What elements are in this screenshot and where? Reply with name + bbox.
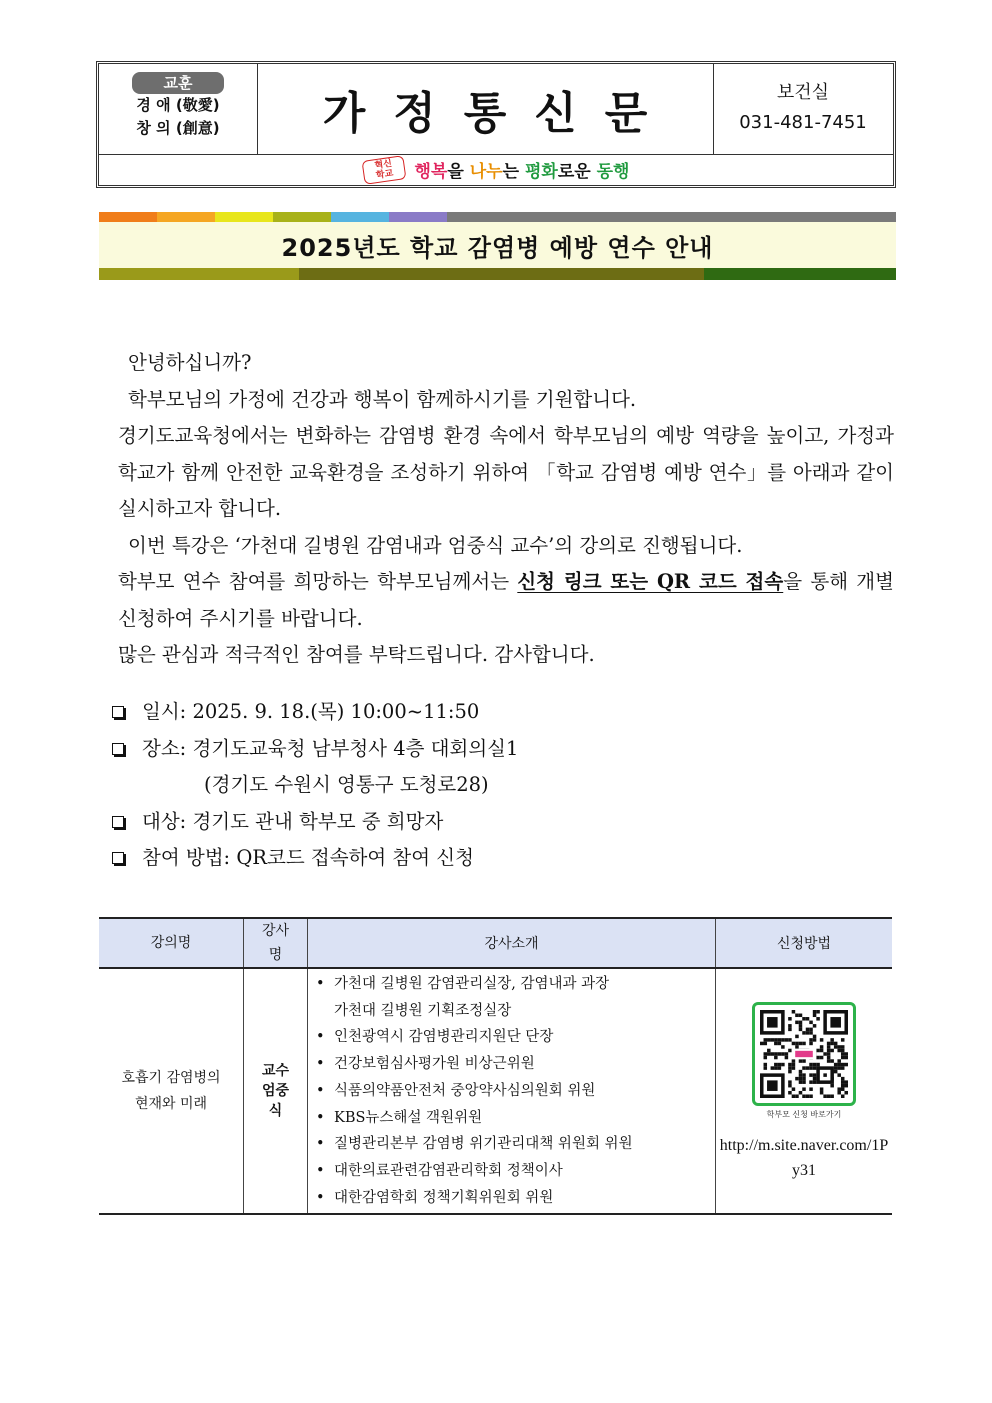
color-stripe-bottom <box>99 268 896 280</box>
qr-module <box>792 1087 796 1091</box>
stripe-segment <box>215 212 273 222</box>
qr-module <box>799 1041 803 1045</box>
qr-code-frame[interactable] <box>752 1002 856 1106</box>
list-item: • KBS뉴스해설 객원위원 <box>316 1109 483 1126</box>
header-lecture: 강의명 <box>99 918 244 968</box>
qr-module <box>785 1038 789 1042</box>
instructor-l3: 식 <box>268 1103 283 1120</box>
qr-module <box>844 1080 848 1084</box>
list-item: • 건강보험심사평가원 비상근위원 <box>316 1056 535 1073</box>
qr-module <box>827 1059 831 1063</box>
qr-module <box>767 1052 771 1056</box>
qr-module <box>778 1052 782 1056</box>
intro-text: 가천대 길병원 감염관리실장, 감염내과 과장 <box>334 976 610 992</box>
intro-text: KBS뉴스해설 객원위원 <box>334 1109 483 1126</box>
intro-text: 식품의약품안전처 중앙약사심의원회 위원 <box>334 1082 596 1099</box>
greeting: 안녕하십니까? <box>128 351 252 374</box>
qr-module <box>809 1027 813 1031</box>
stripe-segment <box>331 212 389 222</box>
slogan-word: 는 <box>502 162 525 182</box>
qr-module <box>844 1091 848 1095</box>
qr-module <box>841 1094 845 1098</box>
qr-module <box>834 1041 838 1045</box>
school-motto <box>99 64 258 154</box>
body-paragraph <box>118 564 894 637</box>
qr-module <box>823 1052 827 1056</box>
qr-module <box>837 1045 841 1049</box>
qr-block <box>752 1002 856 1120</box>
list-item: • 식품의약품안전처 중앙약사심의원회 위원 <box>316 1082 596 1099</box>
qr-module <box>774 1052 778 1056</box>
detail-text: 일시: 2025. 9. 18.(목) 10:00~11:50 <box>142 700 480 723</box>
qr-module <box>830 1038 834 1042</box>
body-paragraph: 이번 특강은 ‘가천대 길병원 감염내과 엄중식 교수’의 강의로 진행됩니다. <box>128 533 743 557</box>
detail-target <box>112 804 872 841</box>
qr-module <box>816 1055 820 1059</box>
qr-module <box>813 1073 817 1077</box>
qr-caption: 학부모 신청 바로가기 <box>766 1109 842 1119</box>
qr-module <box>774 1066 778 1070</box>
qr-module <box>816 1017 820 1021</box>
qr-module <box>830 1084 834 1088</box>
qr-module <box>795 1041 799 1045</box>
list-item: • 대한의료관련감염관리학회 정책이사 <box>316 1162 563 1179</box>
qr-module <box>760 1041 764 1045</box>
qr-module <box>830 1017 841 1028</box>
checkbox-bullet-icon <box>112 852 124 864</box>
header-top-row <box>99 64 893 155</box>
logo-text-1: 혁신 <box>373 158 393 171</box>
qr-module <box>785 1055 789 1059</box>
qr-module <box>774 1041 778 1045</box>
qr-module <box>813 1077 817 1081</box>
list-item: • 가천대 길병원 감염관리실장, 감염내과 과장 가천대 길병원 기획조정실장 <box>316 971 715 1024</box>
stripe-segment <box>99 212 157 222</box>
detail-place <box>112 731 872 768</box>
office-phone: 031-481-7451 <box>739 112 867 133</box>
instructor-intro <box>308 968 716 1214</box>
qr-module <box>792 1059 796 1063</box>
qr-module <box>806 1031 810 1035</box>
checkbox-bullet-icon <box>112 743 124 755</box>
intro-text: 인천광역시 감염병관리지원단 단장 <box>334 1029 554 1046</box>
qr-module <box>799 1069 803 1073</box>
header-instructor-l2: 명 <box>268 947 283 963</box>
stripe-segment <box>299 268 704 280</box>
qr-module <box>844 1052 848 1056</box>
qr-module <box>802 1077 806 1081</box>
qr-module <box>820 1048 824 1052</box>
qr-module <box>809 1038 813 1042</box>
closing: 많은 관심과 적극적인 참여를 부탁드립니다. 감사합니다. <box>118 643 595 666</box>
qr-module <box>802 1087 806 1091</box>
stripe-segment <box>704 268 896 280</box>
qr-module <box>837 1073 841 1077</box>
list-item: • 대한감염학회 정책기획위원회 위원 <box>316 1189 554 1206</box>
qr-module <box>778 1041 782 1045</box>
lecture-title <box>99 968 244 1214</box>
qr-module <box>813 1013 817 1017</box>
qr-module <box>799 1080 803 1084</box>
qr-module <box>788 1017 792 1021</box>
stripe-segment <box>273 212 331 222</box>
qr-module <box>802 1066 806 1070</box>
detail-method <box>112 840 872 877</box>
detail-address: (경기도 수원시 영통구 도청로28) <box>204 773 489 796</box>
qr-module <box>806 1027 810 1031</box>
qr-module <box>837 1087 841 1091</box>
detail-date <box>112 694 872 731</box>
qr-module <box>823 1073 827 1077</box>
title-banner <box>99 222 896 268</box>
qr-module <box>788 1027 792 1031</box>
title-cell <box>257 64 714 154</box>
qr-module <box>802 1017 806 1021</box>
instructor-name <box>244 968 308 1214</box>
qr-module <box>841 1087 845 1091</box>
qr-module <box>841 1055 845 1059</box>
intro-text: 질병관리본부 감염병 위기관리대책 위원회 위원 <box>334 1136 633 1153</box>
qr-module <box>788 1091 792 1095</box>
qr-module <box>778 1062 782 1066</box>
slogan-word: 평화 <box>524 162 558 182</box>
qr-module <box>809 1094 813 1098</box>
qr-module <box>813 1080 817 1084</box>
qr-module <box>816 1010 820 1014</box>
qr-module <box>788 1066 792 1070</box>
qr-module <box>820 1038 824 1042</box>
qr-module <box>841 1084 845 1088</box>
qr-module <box>827 1052 831 1056</box>
qr-module <box>795 1094 799 1098</box>
lecture-table <box>99 917 892 1215</box>
qr-module <box>792 1041 796 1045</box>
qr-module <box>802 1080 806 1084</box>
body-paragraph: 경기도교육청에서는 변화하는 감염병 환경 속에서 학부모님의 예방 역량을 높이고, 가정과 학교가 함께 안전한 교육환경을 조성하기 위하여 「학교 감염병 예방 연수」를 아래과 같이 실시하고자 합니다. <box>118 424 894 520</box>
qr-module <box>834 1062 838 1066</box>
qr-module <box>788 1069 792 1073</box>
qr-module <box>827 1048 831 1052</box>
qr-module <box>799 1024 803 1028</box>
motto-line-2: 창 의 (創意) <box>136 119 220 137</box>
detail-text: 참여 방법: QR코드 접속하여 참여 신청 <box>142 846 474 869</box>
letter-body <box>118 345 894 674</box>
qr-module <box>795 1034 799 1038</box>
qr-module <box>799 1027 803 1031</box>
qr-module <box>764 1038 768 1042</box>
qr-code-icon <box>760 1010 848 1098</box>
qr-module <box>764 1055 768 1059</box>
signup-link[interactable]: http://m.site.naver.com/1Py31 <box>719 1136 889 1179</box>
qr-module <box>767 1017 778 1028</box>
office-info <box>713 64 893 154</box>
innovation-school-logo <box>361 155 406 185</box>
checkbox-bullet-icon <box>112 706 124 718</box>
document-title: 2025년도 학교 감염병 예방 연수 안내 <box>281 233 714 262</box>
qr-module <box>809 1031 813 1035</box>
qr-module <box>774 1038 778 1042</box>
qr-module <box>795 1077 799 1081</box>
qr-module <box>795 1045 799 1049</box>
qr-module <box>802 1041 806 1045</box>
qr-module <box>813 1024 817 1028</box>
qr-module <box>767 1038 771 1042</box>
qr-module <box>841 1045 845 1049</box>
checkbox-bullet-icon <box>112 816 124 828</box>
motto-line-1: 경 애 (敬愛) <box>136 96 220 114</box>
slogan-word: 행복 <box>414 162 448 182</box>
instructor-l2: 엄중 <box>261 1083 290 1100</box>
qr-module <box>764 1062 768 1066</box>
qr-module <box>841 1062 845 1066</box>
qr-module <box>813 1062 817 1066</box>
qr-module <box>834 1069 838 1073</box>
qr-module <box>806 1094 810 1098</box>
intro-list <box>308 969 715 1213</box>
qr-module <box>795 1013 799 1017</box>
lecture-title-l2: 현재와 미래 <box>134 1096 208 1113</box>
qr-module <box>788 1084 792 1088</box>
slogan-word: 나누 <box>469 162 503 182</box>
qr-module <box>764 1041 768 1045</box>
qr-module <box>830 1059 834 1063</box>
qr-module <box>802 1031 806 1035</box>
qr-module <box>813 1066 817 1070</box>
qr-module <box>788 1048 792 1052</box>
qr-module <box>774 1055 778 1059</box>
stripe-segment <box>157 212 215 222</box>
emphasized-text: 신청 링크 또는 QR 코드 접속 <box>517 570 784 593</box>
qr-module <box>830 1048 834 1052</box>
intro-text: 대한의료관련감염관리학회 정책이사 <box>334 1162 563 1179</box>
qr-module <box>764 1052 768 1056</box>
qr-module <box>767 1048 771 1052</box>
qr-module <box>771 1066 775 1070</box>
qr-module <box>820 1091 824 1095</box>
qr-module <box>844 1084 848 1088</box>
intro-text: 건강보험심사평가원 비상근위원 <box>334 1056 535 1073</box>
qr-module <box>771 1052 775 1056</box>
qr-module <box>841 1080 845 1084</box>
slogan-row <box>99 154 893 185</box>
motto-badge: 교훈 <box>132 72 224 94</box>
qr-module <box>823 1094 827 1098</box>
lecture-title-l1: 호흡기 감염병의 <box>121 1070 221 1087</box>
qr-module <box>816 1048 820 1052</box>
slogan-word: 동행 <box>596 162 630 182</box>
table-header-row <box>99 918 892 968</box>
qr-module <box>820 1087 824 1091</box>
color-stripe-top <box>99 212 896 222</box>
header-instructor-l1: 강사 <box>261 923 290 939</box>
event-details <box>112 694 872 877</box>
qr-module <box>841 1052 845 1056</box>
text-segment: 을 통해 개별 신청하여 주시기를 바랍니다. <box>118 570 894 630</box>
qr-module <box>841 1038 845 1042</box>
qr-module <box>827 1055 831 1059</box>
qr-module <box>802 1073 806 1077</box>
qr-module <box>841 1066 845 1070</box>
qr-module <box>802 1059 806 1063</box>
qr-module <box>809 1066 813 1070</box>
qr-module <box>802 1094 806 1098</box>
header-instructor <box>244 918 308 968</box>
qr-module <box>813 1038 817 1042</box>
slogan-word: 로운 <box>557 162 597 182</box>
qr-module <box>781 1045 785 1049</box>
qr-module <box>767 1080 778 1091</box>
qr-module <box>830 1041 834 1045</box>
qr-module <box>764 1066 768 1070</box>
qr-module <box>827 1041 831 1045</box>
qr-module <box>792 1094 796 1098</box>
header-intro: 강사소개 <box>308 918 716 968</box>
qr-module <box>816 1062 820 1066</box>
qr-module <box>792 1066 796 1070</box>
list-item: • 질병관리본부 감염병 위기관리대책 위원회 위원 <box>316 1136 633 1153</box>
qr-module <box>799 1020 803 1024</box>
qr-module <box>781 1052 785 1056</box>
stripe-segment <box>99 268 299 280</box>
slogan-word: 을 <box>447 162 470 182</box>
qr-module <box>795 1020 799 1024</box>
qr-module <box>841 1048 845 1052</box>
qr-module <box>830 1094 834 1098</box>
qr-module <box>795 1050 813 1056</box>
office-name: 보건실 <box>776 82 830 103</box>
qr-module <box>788 1080 792 1084</box>
qr-module <box>799 1073 803 1077</box>
qr-module <box>799 1077 803 1081</box>
qr-module <box>781 1062 785 1066</box>
newsletter-header <box>96 61 896 188</box>
qr-module <box>844 1055 848 1059</box>
stripe-segment <box>447 212 896 222</box>
school-slogan <box>415 157 630 182</box>
qr-module <box>806 1066 810 1070</box>
qr-module <box>827 1045 831 1049</box>
stripe-segment <box>389 212 447 222</box>
qr-module <box>792 1062 796 1066</box>
qr-module <box>792 1010 796 1014</box>
qr-module <box>837 1059 841 1063</box>
list-item: • 인천광역시 감염병관리지원단 단장 <box>316 1029 554 1046</box>
text-segment: 학부모 연수 참여를 희망하는 학부모님께서는 <box>118 570 518 593</box>
qr-module <box>809 1020 813 1024</box>
apply-method <box>716 968 893 1214</box>
qr-module <box>837 1048 841 1052</box>
qr-module <box>837 1062 841 1066</box>
qr-module <box>774 1062 778 1066</box>
intro-text: 대한감염학회 정책기획위원회 위원 <box>334 1189 554 1206</box>
header-apply: 신청방법 <box>716 918 893 968</box>
qr-module <box>799 1059 803 1063</box>
qr-module <box>809 1041 813 1045</box>
qr-module <box>837 1091 841 1095</box>
qr-module <box>809 1087 813 1091</box>
qr-module <box>820 1055 824 1059</box>
qr-module <box>788 1024 792 1028</box>
intro-text-cont: 가천대 길병원 기획조정실장 <box>334 1002 512 1019</box>
qr-module <box>771 1038 775 1042</box>
qr-module <box>799 1091 803 1095</box>
qr-module <box>778 1066 782 1070</box>
body-paragraph: 학부모님의 가정에 건강과 행복이 함께하시기를 기원합니다. <box>128 387 637 411</box>
table-row <box>99 968 892 1214</box>
qr-module <box>809 1080 813 1084</box>
qr-module <box>809 1062 813 1066</box>
qr-module <box>813 1010 817 1014</box>
qr-module <box>834 1045 838 1049</box>
qr-module <box>778 1038 782 1042</box>
qr-module <box>820 1045 824 1049</box>
newsletter-title: 가정통신문 <box>322 88 676 139</box>
qr-module <box>781 1038 785 1042</box>
qr-module <box>827 1094 831 1098</box>
detail-text: 대상: 경기도 관내 학부모 중 희망자 <box>142 809 444 833</box>
qr-module <box>834 1066 838 1070</box>
qr-module <box>844 1062 848 1066</box>
qr-module <box>806 1017 810 1021</box>
instructor-l1: 교수 <box>261 1063 290 1080</box>
qr-module <box>813 1034 817 1038</box>
qr-module <box>841 1077 845 1081</box>
qr-module <box>788 1062 792 1066</box>
qr-module <box>837 1066 841 1070</box>
qr-module <box>785 1052 789 1056</box>
logo-text-2: 학교 <box>374 168 394 181</box>
detail-text: 장소: 경기도교육청 남부청사 4층 대회의실1 <box>142 736 519 760</box>
qr-module <box>799 1013 803 1017</box>
qr-module <box>788 1038 792 1042</box>
qr-module <box>809 1073 813 1077</box>
